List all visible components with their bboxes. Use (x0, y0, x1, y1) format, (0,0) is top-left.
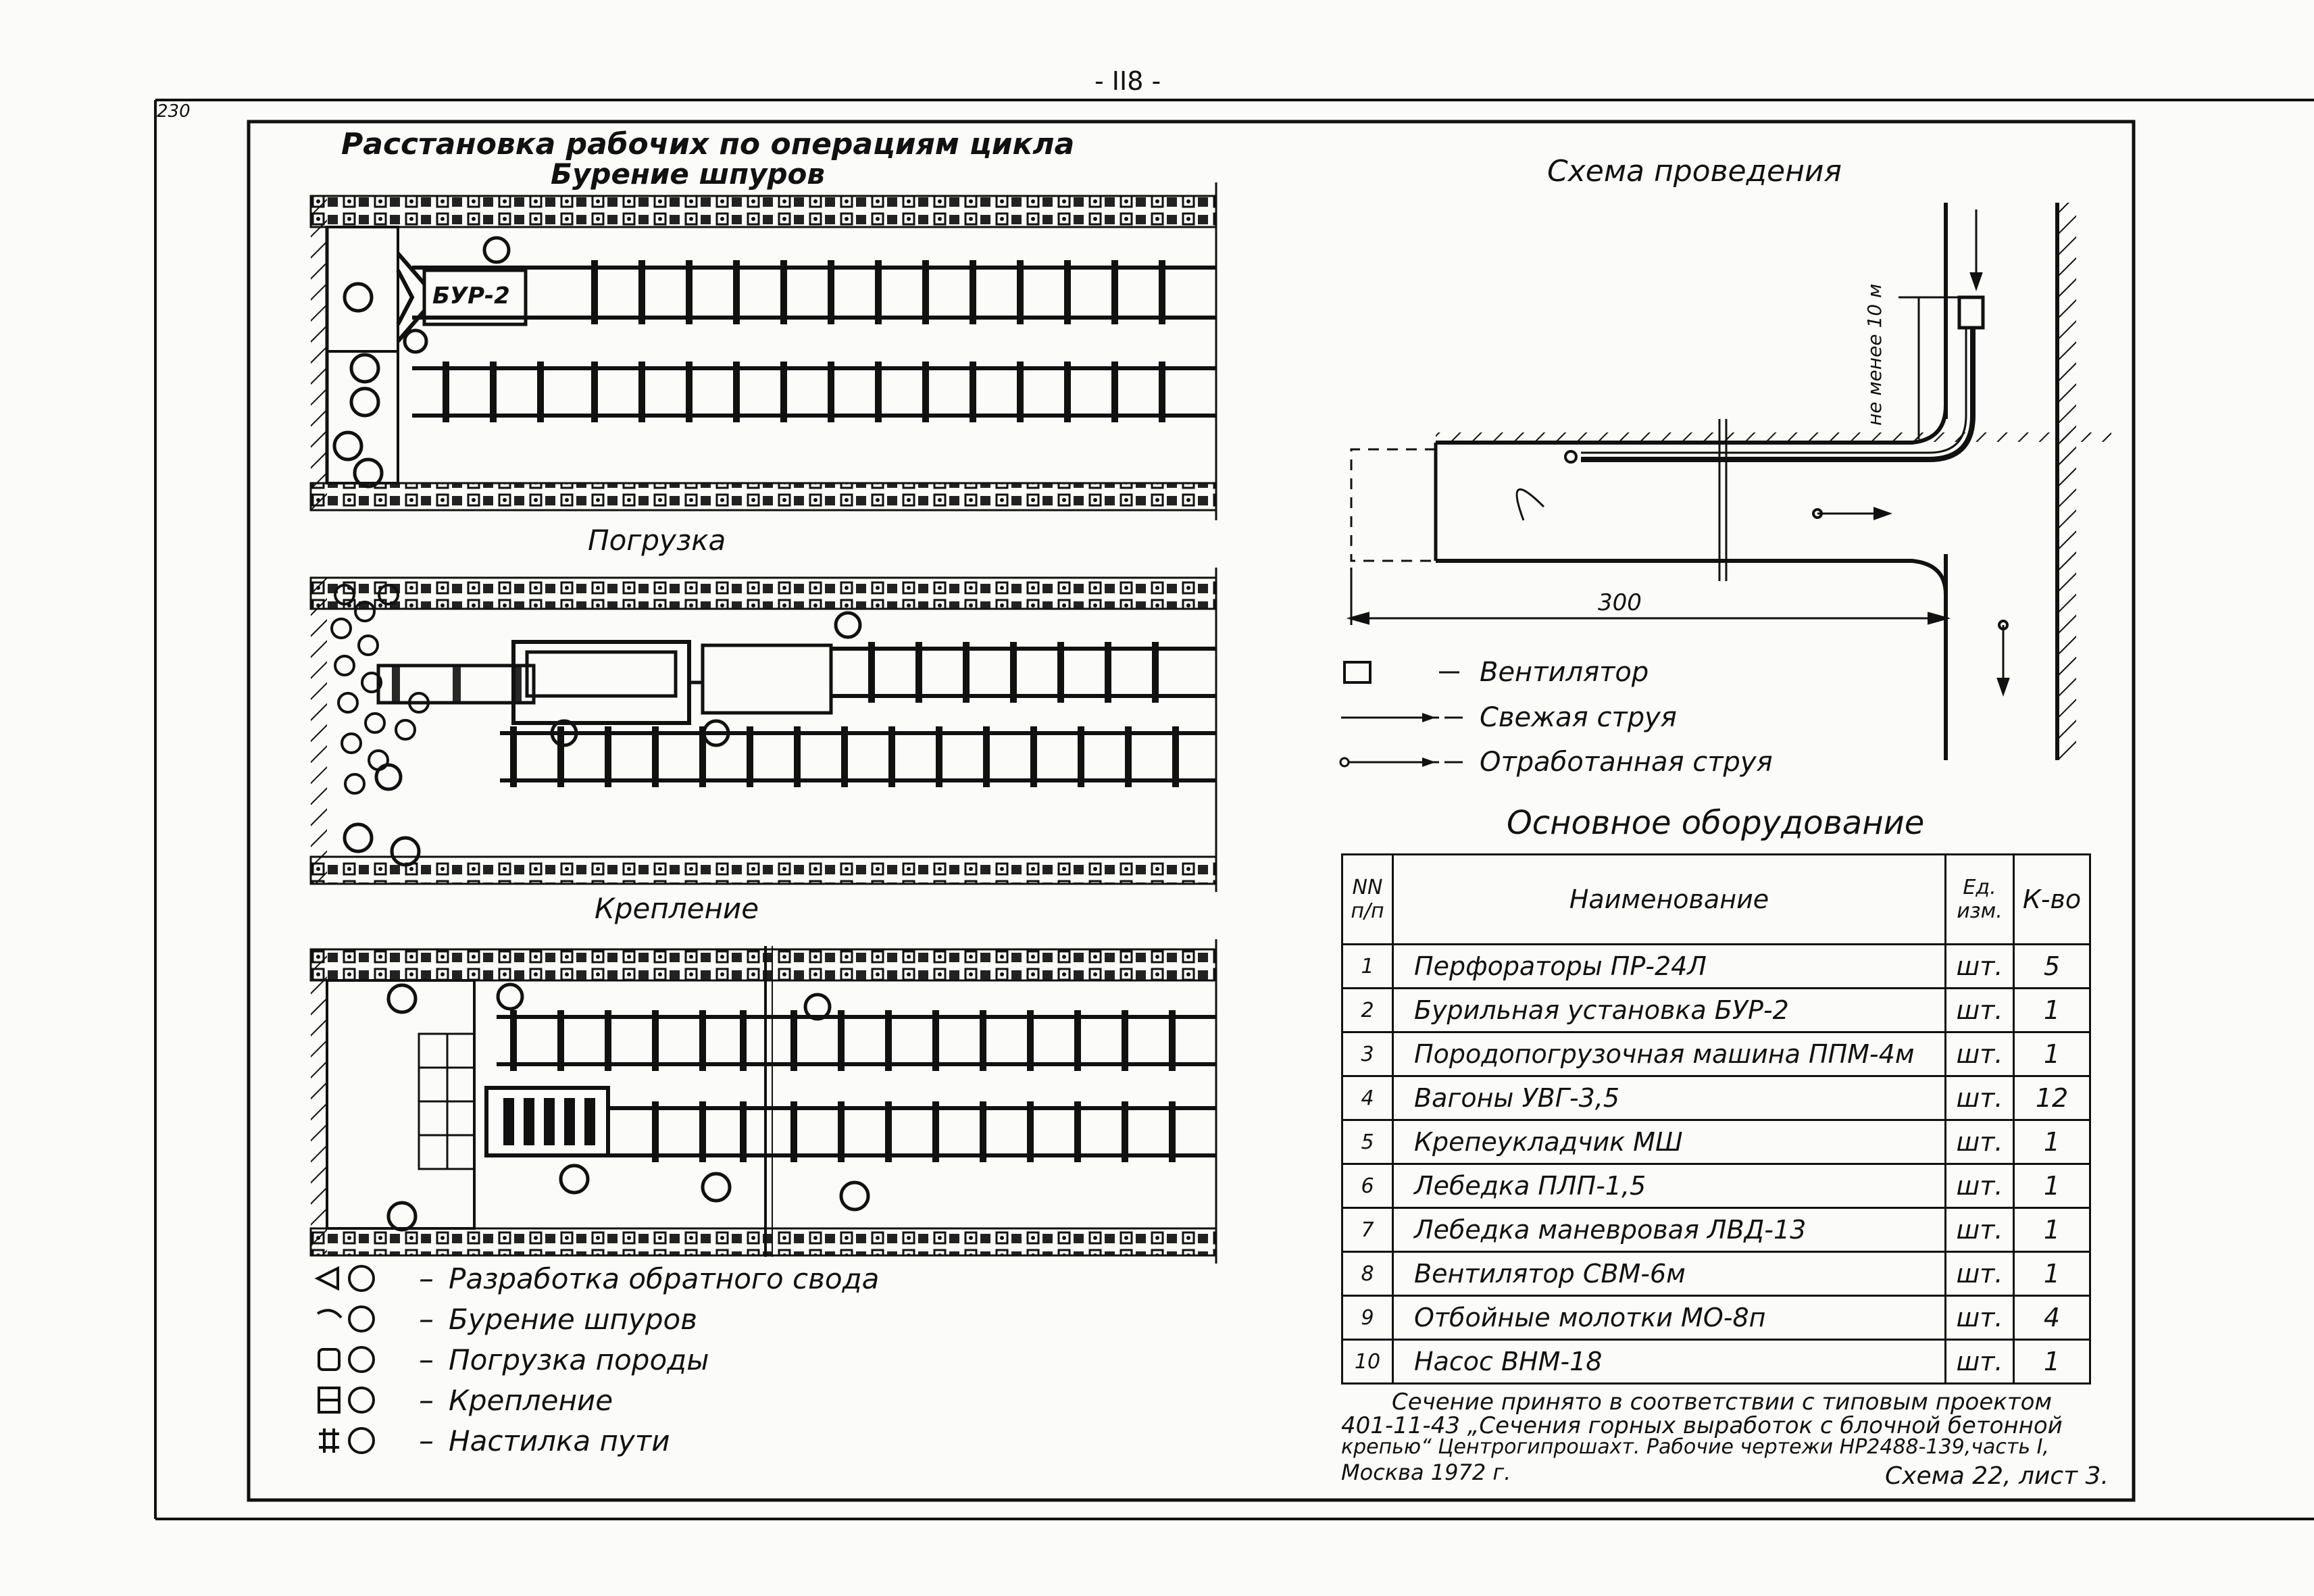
vlegend-fan-label: Вентилятор (1480, 657, 1649, 688)
equipment-title: Основное оборудование (1507, 804, 1925, 842)
row-number: 4 (1342, 1076, 1393, 1120)
legend-row-drill: – Бурение шпуров (311, 1299, 697, 1339)
loading-heading: Погрузка (588, 524, 726, 557)
fresh-air-arrow-icon (1338, 704, 1473, 731)
row-name: Отбойные молотки МО-8п (1393, 1296, 1946, 1340)
length-label: 300 (1598, 589, 1642, 616)
vlegend-fresh-label: Свежая струя (1480, 702, 1677, 733)
fan-symbol (1959, 297, 1983, 328)
row-name: Лебедка маневровая ЛВД-13 (1393, 1208, 1946, 1252)
legend-label-drill: Бурение шпуров (449, 1302, 697, 1336)
equipment-row (1342, 1252, 2090, 1296)
vlegend-exhaust (1338, 742, 1773, 782)
vlegend-exhaust-label: Отработанная струя (1480, 747, 1773, 778)
row-qty: 1 (2014, 1120, 2090, 1164)
row-name: Вагоны УВГ-3,5 (1393, 1076, 1946, 1120)
header-name: Наименование (1393, 855, 1946, 945)
row-number: 3 (1342, 1032, 1393, 1076)
worker-support-icon (311, 1380, 412, 1420)
row-number: 1 (1342, 945, 1393, 989)
vlegend-fresh (1338, 697, 1677, 738)
footnote-line-1: Сечение принято в соответствии с типовым проектом (1392, 1389, 2053, 1416)
row-unit: шт. (1946, 1032, 2014, 1076)
row-qty: 1 (2014, 1340, 2090, 1384)
row-number: 2 (1342, 989, 1393, 1032)
row-qty: 1 (2014, 989, 2090, 1032)
row-unit: шт. (1946, 989, 2014, 1032)
legend-row-track: – Настилка пути (311, 1420, 670, 1461)
support-heading: Крепление (595, 892, 759, 925)
worker-undercut-icon (311, 1258, 412, 1299)
row-name: Крепеукладчик МШ (1393, 1120, 1946, 1164)
row-name: Перфораторы ПР-24Л (1393, 945, 1946, 989)
legend-label-support: Крепление (449, 1383, 613, 1417)
row-name: Насос ВНМ-18 (1393, 1340, 1946, 1384)
row-name: Лебедка ПЛП-1,5 (1393, 1164, 1946, 1208)
equipment-row (1342, 1296, 2090, 1340)
row-number: 6 (1342, 1164, 1393, 1208)
equipment-row (1342, 1340, 2090, 1384)
equipment-row (1342, 1208, 2090, 1252)
support-panel (311, 939, 1216, 1264)
row-unit: шт. (1946, 1076, 2014, 1120)
scheme-title: Схема проведения (1547, 154, 1842, 189)
equipment-table-body (1342, 945, 2090, 1384)
row-unit: шт. (1946, 1252, 2014, 1296)
row-number: 10 (1342, 1340, 1393, 1384)
corner-number: 230 (157, 101, 191, 122)
row-qty: 12 (2014, 1076, 2090, 1120)
row-name: Бурильная установка БУР-2 (1393, 989, 1946, 1032)
footnote-line-3: крепью“ Центрогипрошахт. Рабочие чертежи НР2488-139,часть I, (1341, 1435, 2049, 1459)
row-number: 5 (1342, 1120, 1393, 1164)
equipment-row (1342, 945, 2090, 989)
equipment-row (1342, 1076, 2090, 1120)
row-qty: 5 (2014, 945, 2090, 989)
sheet-label: Схема 22, лист 3. (1885, 1462, 2109, 1490)
footnote-line-2: 401-11-43 „Сечения горных выработок с блочной бетонной (1341, 1412, 2063, 1439)
row-unit: шт. (1946, 1208, 2014, 1252)
legend-row-loading: – Погрузка породы (311, 1339, 709, 1380)
bur2-machine-label: БУР-2 (432, 282, 510, 309)
min-distance-label: не менее 10 м (1863, 283, 1886, 426)
header-qty: К-во (2014, 855, 2090, 945)
footnote-line-4: Москва 1972 г. (1341, 1460, 1511, 1485)
equipment-row (1342, 989, 2090, 1032)
worker-track-icon (311, 1420, 412, 1461)
row-unit: шт. (1946, 1164, 2014, 1208)
drilling-heading: Бурение шпуров (551, 157, 825, 191)
row-number: 9 (1342, 1296, 1393, 1340)
row-qty: 1 (2014, 1032, 2090, 1076)
equipment-row (1342, 1032, 2090, 1076)
legend-row-support: – Крепление (311, 1380, 613, 1420)
legend-label-loading: Погрузка породы (449, 1343, 709, 1376)
row-unit: шт. (1946, 1120, 2014, 1164)
exhaust-air-arrow-icon (1338, 749, 1473, 776)
equipment-row (1342, 1120, 2090, 1164)
row-unit: шт. (1946, 945, 2014, 989)
row-unit: шт. (1946, 1296, 2014, 1340)
header-no: NN п/п (1342, 855, 1393, 945)
vlegend-fan (1338, 652, 1649, 693)
equipment-row (1342, 1164, 2090, 1208)
drilling-panel (311, 182, 1216, 520)
page-number: - II8 - (1095, 66, 1161, 96)
row-qty: 1 (2014, 1164, 2090, 1208)
legend-label-track: Настилка пути (449, 1424, 670, 1457)
equipment-table (1341, 853, 2091, 1385)
header-unit: Ед. изм. (1946, 855, 2014, 945)
row-number: 8 (1342, 1252, 1393, 1296)
equipment-header-row (1342, 855, 2090, 945)
legend-row-undercut: – Разработка обратного свода (311, 1258, 879, 1299)
left-title: Расстановка рабочих по операциям цикла (341, 127, 1075, 161)
row-name: Вентилятор СВМ-6м (1393, 1252, 1946, 1296)
row-qty: 4 (2014, 1296, 2090, 1340)
row-qty: 1 (2014, 1208, 2090, 1252)
loading-panel (311, 568, 1216, 892)
row-number: 7 (1342, 1208, 1393, 1252)
worker-drill-icon (311, 1299, 412, 1339)
worker-loading-icon (311, 1339, 412, 1380)
legend-label-undercut: Разработка обратного свода (449, 1262, 880, 1295)
row-qty: 1 (2014, 1252, 2090, 1296)
fan-icon (1338, 659, 1473, 686)
row-name: Породопогрузочная машина ППМ-4м (1393, 1032, 1946, 1076)
row-unit: шт. (1946, 1340, 2014, 1384)
